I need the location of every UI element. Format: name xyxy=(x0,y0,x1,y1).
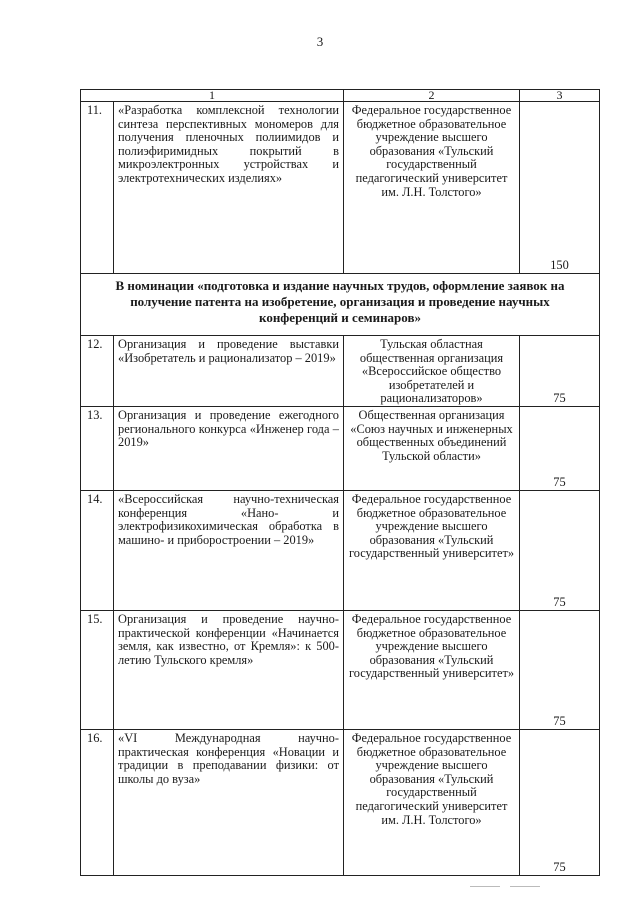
organization: Федеральное государственное бюджетное образовательное учреждение высшего образования «Тульский государственный педагогический университет им. Л.Н. Толстого» xyxy=(344,102,520,274)
page-number: 3 xyxy=(316,34,324,49)
section-title: В номинации «подготовка и издание научных трудов, оформление заявок на получение патента на изобретение, организация и проведение научных конференций и семинаров» xyxy=(81,274,600,336)
row-number: 14. xyxy=(81,490,114,610)
table-row xyxy=(81,729,600,875)
section-row xyxy=(81,274,600,336)
event-name: Организация и проведение ежегодного регионального конкурса «Инженер года – 2019» xyxy=(114,406,344,490)
amount: 75 xyxy=(520,729,600,875)
amount: 150 xyxy=(520,102,600,274)
organization: Тульская областная общественная организация «Всероссийское общество изобретателей и рационализаторов» xyxy=(344,336,520,407)
table-row xyxy=(81,610,600,729)
row-number: 15. xyxy=(81,610,114,729)
row-number: 16. xyxy=(81,729,114,875)
row-number: 13. xyxy=(81,406,114,490)
event-name: «VI Международная научно-практическая конференция «Новации и традиции в преподавании физики: от школы до вуза» xyxy=(114,729,344,875)
awards-table xyxy=(80,89,600,876)
row-number: 11. xyxy=(81,102,114,274)
amount: 75 xyxy=(520,610,600,729)
organization: Федеральное государственное бюджетное образовательное учреждение высшего образования «Тульский государственный педагогический университет им. Л.Н. Толстого» xyxy=(344,729,520,875)
amount: 75 xyxy=(520,406,600,490)
table-row xyxy=(81,406,600,490)
column-header-1: 1 xyxy=(81,90,344,102)
table-body xyxy=(81,90,600,876)
event-name: «Всероссийская научно-техническая конференция «Нано- и электрофизикохимическая обработка в машино- и приборостроении – 2019» xyxy=(114,490,344,610)
table-row xyxy=(81,102,600,274)
event-name: «Разработка комплексной технологии синтеза перспективных мономеров для получения пленочных полиимидов и полиэфиримидных покрытий в микроэлектронных устройствах и электротехнических изделиях» xyxy=(114,102,344,274)
scan-mark xyxy=(510,886,540,887)
event-name: Организация и проведение выставки «Изобретатель и рационализатор – 2019» xyxy=(114,336,344,407)
amount: 75 xyxy=(520,336,600,407)
row-number: 12. xyxy=(81,336,114,407)
table-row xyxy=(81,336,600,407)
amount: 75 xyxy=(520,490,600,610)
organization: Федеральное государственное бюджетное образовательное учреждение высшего образования «Тульский государственный университет» xyxy=(344,490,520,610)
organization: Общественная организация «Союз научных и инженерных общественных объединений Тульской области» xyxy=(344,406,520,490)
event-name: Организация и проведение научно-практической конференции «Начинается земля, как известно, от Кремля»: к 500-летию Тульского кремля» xyxy=(114,610,344,729)
column-header-2: 2 xyxy=(344,90,520,102)
header-row xyxy=(81,90,600,102)
table-row xyxy=(81,490,600,610)
scan-mark xyxy=(470,886,500,887)
organization: Федеральное государственное бюджетное образовательное учреждение высшего образования «Тульский государственный университет» xyxy=(344,610,520,729)
column-header-3: 3 xyxy=(520,90,600,102)
